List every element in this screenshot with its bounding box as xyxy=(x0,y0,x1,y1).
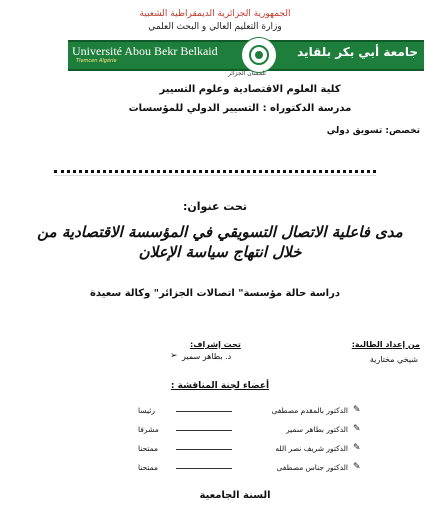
bullet-icon: ✎ xyxy=(353,424,361,434)
case-study: دراسة حالة مؤسسة" اتصالات الجزائر" وكالة سعيدة xyxy=(90,288,340,299)
specialty: تخصص: تسويق دولي xyxy=(326,126,420,136)
bullet-icon: ➢ xyxy=(170,351,178,361)
republic-heading: الجمهورية الجزائرية الديمقراطية الشعبية xyxy=(139,9,291,19)
university-emblem-icon xyxy=(241,37,277,73)
separator-shadow xyxy=(54,175,376,176)
jury-row xyxy=(0,443,430,457)
jury-label: أعضاء لجنة المناقشة : xyxy=(170,381,270,391)
supervisor-name: د. بطاهر سمير xyxy=(182,352,232,361)
jury-row xyxy=(0,424,430,438)
ministry-heading: وزارة التعليم العالي و البحث العلمي xyxy=(148,22,282,32)
academic-year: السنة الجامعية xyxy=(199,490,271,501)
title-label: تحت عنوان: xyxy=(183,200,247,213)
dash-line xyxy=(176,430,232,431)
dash-line xyxy=(176,449,232,450)
jury-row xyxy=(0,462,430,476)
jury-member-role: مشرفا xyxy=(138,425,159,434)
dash-line xyxy=(176,411,232,412)
bullet-icon: ✎ xyxy=(353,462,361,472)
thesis-title: مدى فاعلية الاتصال التسويقي في المؤسسة الاقتصادية من خلال انتهاج سياسة الإعلان xyxy=(37,223,403,261)
student-label: من إعداد الطالبة: xyxy=(351,340,420,349)
jury-member-role: ممتحنا xyxy=(138,444,159,453)
university-name-fr: Université Abou Bekr Belkaid xyxy=(72,44,218,58)
jury-row xyxy=(0,405,430,419)
jury-member-name: الدكتور بالمقدم مصطفى xyxy=(271,406,348,415)
bullet-icon: ✎ xyxy=(353,405,361,415)
jury-member-name: الدكتور بطاهر سمير xyxy=(285,425,348,434)
university-location-ar: تلمسان الجزائر xyxy=(228,70,266,77)
student-name: شيخي مختارية xyxy=(369,355,418,364)
doctoral-school: مدرسة الدكتوراه : التسيير الدولي للمؤسسات xyxy=(128,103,352,114)
jury-member-name: الدكتور جناس مصطفى xyxy=(276,463,348,472)
university-name-ar: جامعة أبي بكر بلقايد xyxy=(297,45,418,59)
bullet-icon: ✎ xyxy=(353,443,361,453)
jury-member-role: رئيسا xyxy=(138,406,155,415)
university-location-fr: Tlemcen Algérie xyxy=(76,58,117,64)
emblem-center xyxy=(255,51,263,59)
jury-member-role: ممتحنا xyxy=(138,463,159,472)
faculty-name: كلية العلوم الاقتصادية وعلوم التسيير xyxy=(159,84,341,95)
jury-member-name: الدكتور شريف نصر الله xyxy=(275,444,348,453)
dash-line xyxy=(176,468,232,469)
separator-line xyxy=(54,170,376,173)
supervisor-label: تحت إشراف: xyxy=(190,340,241,349)
